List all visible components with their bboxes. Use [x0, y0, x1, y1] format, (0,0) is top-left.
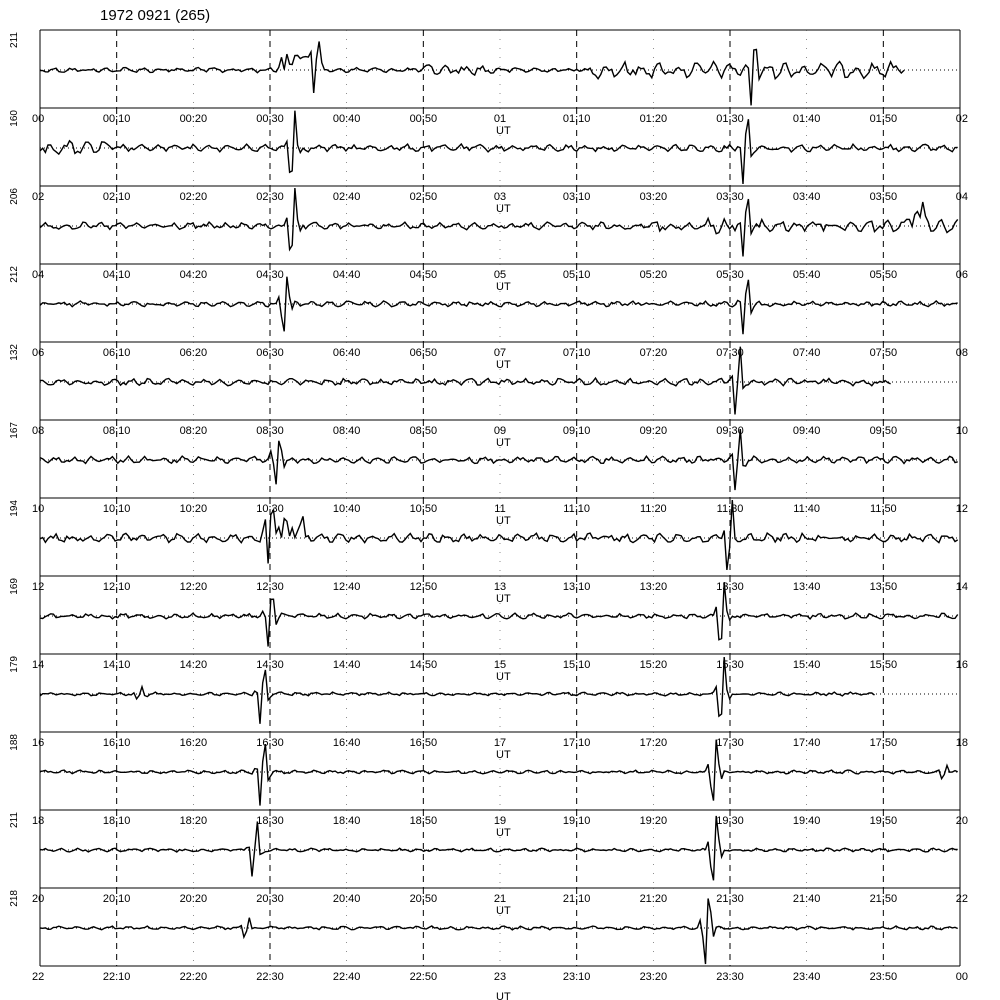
tick-label-20-40: 20:40: [332, 893, 361, 905]
tick-label-18-20: 18:20: [179, 815, 208, 827]
tick-label-01-10: 01:10: [562, 113, 591, 125]
plot-rows: [9, 30, 968, 983]
tick-label-13-40: 13:40: [792, 581, 821, 593]
ut-label: UT: [496, 359, 511, 371]
row-scale-label: 211: [9, 812, 20, 828]
tick-label-21-10: 21:10: [562, 893, 591, 905]
tick-label-17-10: 17:10: [562, 737, 591, 749]
tick-label-22-10: 22:10: [102, 971, 131, 983]
tick-label-15-30: 15:30: [716, 659, 744, 671]
tick-label-16: 16: [32, 737, 45, 749]
tick-label-20-20: 20:20: [179, 893, 208, 905]
tick-label-13-30: 13:30: [716, 581, 744, 593]
row-scale-label: 206: [9, 188, 20, 205]
tick-label-09-10: 09:10: [562, 425, 591, 437]
ut-label: UT: [496, 437, 511, 449]
tick-label-07-30: 07:30: [716, 347, 744, 359]
tick-label-09-50: 09:50: [869, 425, 898, 437]
tick-label-06: 06: [955, 269, 968, 281]
tick-label-00: 00: [32, 113, 45, 125]
tick-label-13: 13: [493, 581, 507, 593]
tick-label-14: 14: [32, 659, 45, 671]
tick-label-07: 07: [493, 347, 507, 359]
tick-label-17-20: 17:20: [639, 737, 668, 749]
tick-label-20: 20: [955, 815, 968, 827]
tick-label-16-40: 16:40: [332, 737, 361, 749]
row-22: [9, 888, 968, 983]
tick-label-11-50: 11:50: [869, 503, 897, 515]
tick-label-20-10: 20:10: [102, 893, 131, 905]
tick-label-01-30: 01:30: [716, 113, 744, 125]
tick-label-23-10: 23:10: [562, 971, 591, 983]
row-02: [9, 108, 968, 215]
chart-title: 1972 0921 (265): [100, 7, 211, 24]
tick-label-21-40: 21:40: [792, 893, 821, 905]
tick-label-03: 03: [493, 191, 507, 203]
tick-label-18-50: 18:50: [409, 815, 438, 827]
tick-label-01-20: 01:20: [639, 113, 668, 125]
tick-label-22-40: 22:40: [332, 971, 361, 983]
tick-label-08: 08: [955, 347, 968, 359]
tick-label-08: 08: [32, 425, 45, 437]
tick-label-03-20: 03:20: [639, 191, 668, 203]
tick-label-17: 17: [493, 737, 507, 749]
tick-label-05: 05: [493, 269, 507, 281]
tick-label-14-10: 14:10: [102, 659, 131, 671]
tick-label-01-50: 01:50: [869, 113, 898, 125]
tick-label-23-40: 23:40: [792, 971, 821, 983]
ut-label: UT: [496, 515, 511, 527]
tick-label-21-50: 21:50: [869, 893, 898, 905]
row-scale-label: 167: [9, 422, 20, 439]
tick-label-20-50: 20:50: [409, 893, 438, 905]
ut-label: UT: [496, 827, 511, 839]
tick-label-18-40: 18:40: [332, 815, 361, 827]
row-scale-label: 218: [9, 890, 20, 907]
tick-label-16-20: 16:20: [179, 737, 208, 749]
ut-label: UT: [496, 749, 511, 761]
tick-label-05-10: 05:10: [562, 269, 591, 281]
tick-label-06-50: 06:50: [409, 347, 438, 359]
tick-label-13-20: 13:20: [639, 581, 668, 593]
tick-label-02-10: 02:10: [102, 191, 131, 203]
tick-label-04-10: 04:10: [102, 269, 131, 281]
tick-label-08-50: 08:50: [409, 425, 438, 437]
tick-label-03-40: 03:40: [792, 191, 821, 203]
row-14: [9, 576, 968, 683]
tick-label-18-30: 18:30: [256, 815, 284, 827]
tick-label-22: 22: [955, 893, 968, 905]
tick-label-16: 16: [955, 659, 968, 671]
row-04: [9, 186, 968, 293]
tick-label-10-40: 10:40: [332, 503, 361, 515]
tick-label-23: 23: [493, 971, 507, 983]
tick-label-06-20: 06:20: [179, 347, 208, 359]
tick-label-12: 12: [32, 581, 45, 593]
tick-label-08-30: 08:30: [256, 425, 284, 437]
tick-label-02: 02: [955, 113, 968, 125]
tick-label-08-20: 08:20: [179, 425, 208, 437]
tick-label-10-30: 10:30: [256, 503, 284, 515]
tick-label-12-30: 12:30: [256, 581, 284, 593]
tick-label-22-50: 22:50: [409, 971, 438, 983]
tick-label-22-20: 22:20: [179, 971, 208, 983]
tick-label-16-50: 16:50: [409, 737, 438, 749]
tick-label-04: 04: [32, 269, 45, 281]
tick-label-16-10: 16:10: [102, 737, 131, 749]
tick-label-02-40: 02:40: [332, 191, 361, 203]
row-20: [9, 810, 968, 917]
tick-label-02-50: 02:50: [409, 191, 438, 203]
bottom-ut-label: UT: [496, 991, 511, 1000]
ut-label: UT: [496, 125, 511, 137]
tick-label-04: 04: [955, 191, 968, 203]
tick-label-02-30: 02:30: [256, 191, 284, 203]
tick-label-22-30: 22:30: [256, 971, 284, 983]
tick-label-19: 19: [493, 815, 507, 827]
row-00: [9, 30, 968, 137]
tick-label-05-50: 05:50: [869, 269, 898, 281]
tick-label-11-30: 11:30: [716, 503, 744, 515]
tick-label-06-40: 06:40: [332, 347, 361, 359]
tick-label-19-50: 19:50: [869, 815, 898, 827]
tick-label-09-20: 09:20: [639, 425, 668, 437]
tick-label-15-10: 15:10: [562, 659, 591, 671]
tick-label-10-20: 10:20: [179, 503, 208, 515]
tick-label-08-10: 08:10: [102, 425, 131, 437]
tick-label-03-50: 03:50: [869, 191, 898, 203]
row-scale-label: 194: [9, 500, 20, 517]
tick-label-13-10: 13:10: [562, 581, 591, 593]
tick-label-07-40: 07:40: [792, 347, 821, 359]
row-scale-label: 188: [9, 734, 20, 751]
tick-label-12-10: 12:10: [102, 581, 131, 593]
tick-label-00-20: 00:20: [179, 113, 208, 125]
tick-label-20: 20: [32, 893, 45, 905]
tick-label-05-30: 05:30: [716, 269, 744, 281]
ut-label: UT: [496, 281, 511, 293]
tick-label-08-40: 08:40: [332, 425, 361, 437]
seismic-trace: [40, 347, 891, 415]
row-06: [9, 264, 968, 371]
tick-label-22: 22: [32, 971, 45, 983]
tick-label-10: 10: [955, 425, 968, 437]
tick-label-05-40: 05:40: [792, 269, 821, 281]
tick-label-23-50: 23:50: [869, 971, 898, 983]
tick-label-10-10: 10:10: [102, 503, 131, 515]
tick-label-15-50: 15:50: [869, 659, 898, 671]
ut-label: UT: [496, 203, 511, 215]
row-scale-label: 212: [9, 266, 20, 283]
tick-label-18: 18: [955, 737, 968, 749]
tick-label-03-10: 03:10: [562, 191, 591, 203]
tick-label-07-10: 07:10: [562, 347, 591, 359]
row-12: [9, 498, 968, 605]
seismic-trace: [40, 657, 875, 724]
tick-label-14-50: 14:50: [409, 659, 438, 671]
row-scale-label: 169: [9, 578, 20, 595]
row-scale-label: 132: [9, 344, 20, 361]
tick-label-01: 01: [493, 113, 507, 125]
tick-label-00-50: 00:50: [409, 113, 438, 125]
ut-label: UT: [496, 905, 511, 917]
tick-label-11-40: 11:40: [793, 503, 821, 515]
ut-label: UT: [496, 593, 511, 605]
row-scale-label: 179: [9, 656, 20, 673]
tick-label-12-20: 12:20: [179, 581, 208, 593]
tick-label-06-30: 06:30: [256, 347, 284, 359]
tick-label-18-10: 18:10: [102, 815, 131, 827]
tick-label-00: 00: [955, 971, 968, 983]
tick-label-04-40: 04:40: [332, 269, 361, 281]
tick-label-17-40: 17:40: [792, 737, 821, 749]
tick-label-04-50: 04:50: [409, 269, 438, 281]
tick-label-00-40: 00:40: [332, 113, 361, 125]
tick-label-17-30: 17:30: [716, 737, 744, 749]
ut-label: UT: [496, 671, 511, 683]
tick-label-13-50: 13:50: [869, 581, 898, 593]
tick-label-14-30: 14:30: [256, 659, 284, 671]
tick-label-21-20: 21:20: [639, 893, 668, 905]
tick-label-21: 21: [493, 893, 507, 905]
tick-label-00-30: 00:30: [256, 113, 284, 125]
tick-label-15-20: 15:20: [639, 659, 668, 671]
row-18: [9, 732, 968, 839]
row-16: [9, 654, 968, 761]
tick-label-12-50: 12:50: [409, 581, 438, 593]
tick-label-23-30: 23:30: [716, 971, 744, 983]
tick-label-19-20: 19:20: [639, 815, 668, 827]
seismic-trace: [40, 42, 904, 106]
tick-label-14: 14: [955, 581, 968, 593]
tick-label-03-30: 03:30: [716, 191, 744, 203]
row-10: [9, 420, 968, 527]
tick-label-07-20: 07:20: [639, 347, 668, 359]
tick-label-09: 09: [493, 425, 507, 437]
tick-label-00-10: 00:10: [102, 113, 131, 125]
row-scale-label: 211: [9, 32, 20, 48]
tick-label-15-40: 15:40: [792, 659, 821, 671]
row-08: [9, 342, 968, 449]
tick-label-12: 12: [955, 503, 968, 515]
tick-label-05-20: 05:20: [639, 269, 668, 281]
tick-label-07-50: 07:50: [869, 347, 898, 359]
tick-label-11-20: 11:20: [639, 503, 667, 515]
tick-label-17-50: 17:50: [869, 737, 898, 749]
tick-label-18: 18: [32, 815, 45, 827]
tick-label-14-20: 14:20: [179, 659, 208, 671]
tick-label-06: 06: [32, 347, 45, 359]
tick-label-11-10: 11:10: [563, 503, 591, 515]
tick-label-14-40: 14:40: [332, 659, 361, 671]
tick-label-12-40: 12:40: [332, 581, 361, 593]
tick-label-16-30: 16:30: [256, 737, 284, 749]
tick-label-11: 11: [494, 503, 506, 515]
tick-label-09-30: 09:30: [716, 425, 744, 437]
tick-label-19-30: 19:30: [716, 815, 744, 827]
row-scale-label: 160: [9, 110, 20, 127]
tick-label-09-40: 09:40: [792, 425, 821, 437]
tick-label-06-10: 06:10: [102, 347, 131, 359]
tick-label-21-30: 21:30: [716, 893, 744, 905]
tick-label-04-30: 04:30: [256, 269, 284, 281]
tick-label-01-40: 01:40: [792, 113, 821, 125]
tick-label-23-20: 23:20: [639, 971, 668, 983]
tick-label-15: 15: [493, 659, 507, 671]
tick-label-04-20: 04:20: [179, 269, 208, 281]
tick-label-02-20: 02:20: [179, 191, 208, 203]
tick-label-10-50: 10:50: [409, 503, 438, 515]
tick-label-19-10: 19:10: [562, 815, 591, 827]
tick-label-20-30: 20:30: [256, 893, 284, 905]
tick-label-02: 02: [32, 191, 45, 203]
tick-label-19-40: 19:40: [792, 815, 821, 827]
tick-label-10: 10: [32, 503, 45, 515]
